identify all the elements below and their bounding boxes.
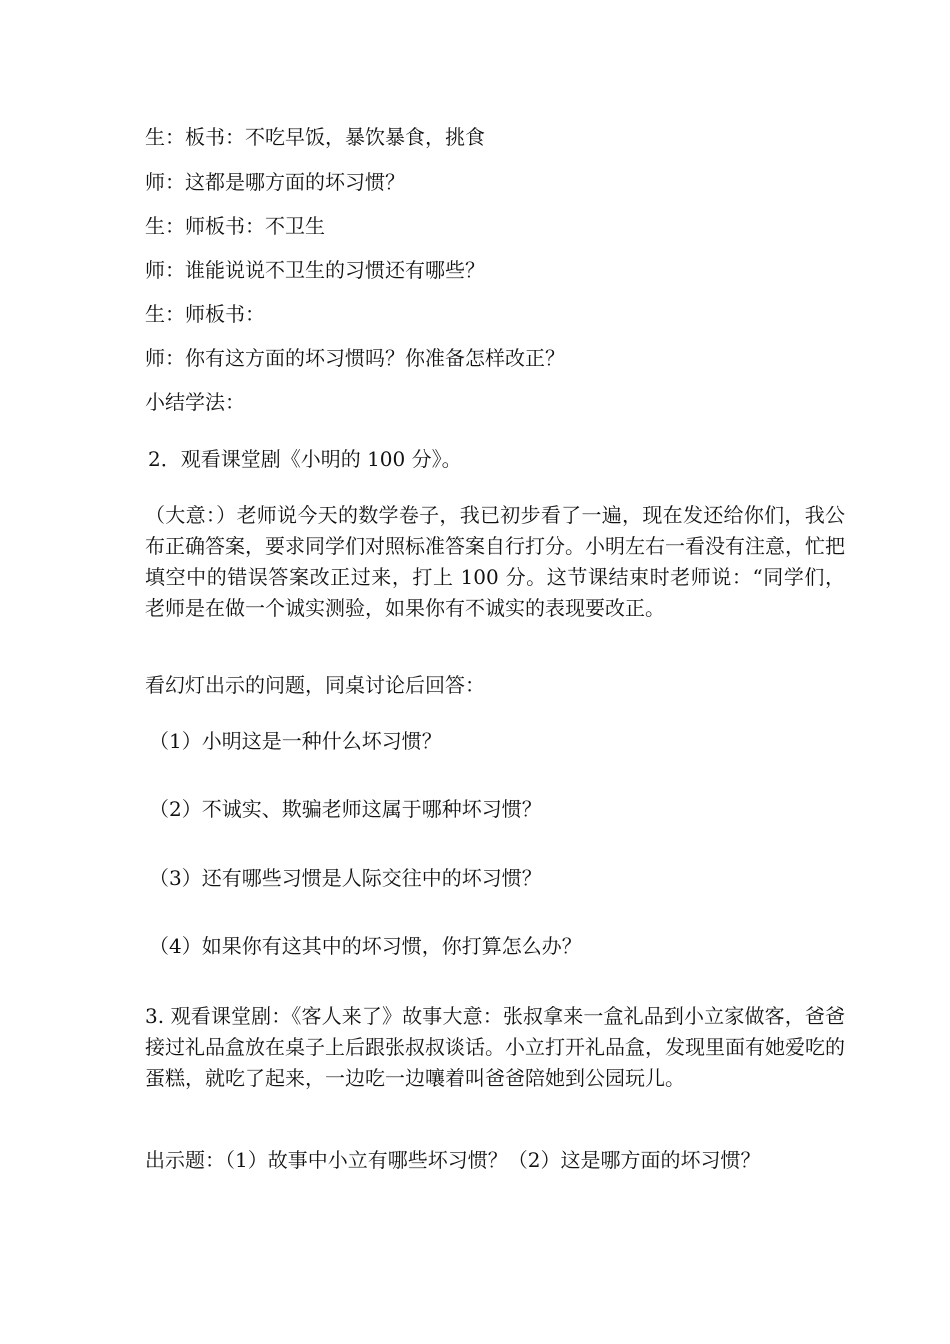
question-item: （1）小明这是一种什么坏习惯？	[149, 729, 442, 753]
dialogue-line: 生：师板书：不卫生	[145, 214, 325, 238]
section-2-summary: （大意：）老师说今天的数学卷子，我已初步看了一遍，现在发还给你们，我公布正确答案，要求同学们对照标准答案自行打分。小明左右一看没有注意，忙把填空中的错误答案改正过来，打上 100 分。这节课结束时老师说：“同学们，老师是在做一个诚实测验，如果你有不诚实的表现要改正。	[145, 503, 845, 620]
question-item: （2）不诚实、欺骗老师这属于哪种坏习惯？	[149, 797, 542, 821]
question-item: （3）还有哪些习惯是人际交往中的坏习惯？	[149, 866, 542, 890]
section-note: 小结学法：	[145, 390, 245, 414]
dialogue-line: 生：板书：不吃早饭，暴饮暴食，挑食	[145, 125, 485, 149]
section-2-heading: 2．观看课堂剧《小明的 100 分》。	[148, 447, 462, 471]
section-2-prompt: 看幻灯出示的问题，同桌讨论后回答：	[145, 673, 485, 697]
dialogue-line: 师：你有这方面的坏习惯吗？你准备怎样改正？	[145, 346, 565, 370]
dialogue-line: 师：谁能说说不卫生的习惯还有哪些？	[145, 258, 485, 282]
dialogue-line: 生：师板书：	[145, 302, 265, 326]
section-3-questions: 出示题：（1）故事中小立有哪些坏习惯？（2）这是哪方面的坏习惯？	[145, 1148, 761, 1172]
question-item: （4）如果你有这其中的坏习惯，你打算怎么办？	[149, 934, 582, 958]
dialogue-line: 师：这都是哪方面的坏习惯？	[145, 170, 405, 194]
section-3-story: 3. 观看课堂剧：《客人来了》故事大意：张叔拿来一盒礼品到小立家做客，爸爸接过礼品盒放在桌子上后跟张叔叔谈话。小立打开礼品盒，发现里面有她爱吃的蛋糕，就吃了起来，一边吃一边嚷着叫爸爸陪她到公园玩儿。	[145, 1004, 845, 1090]
